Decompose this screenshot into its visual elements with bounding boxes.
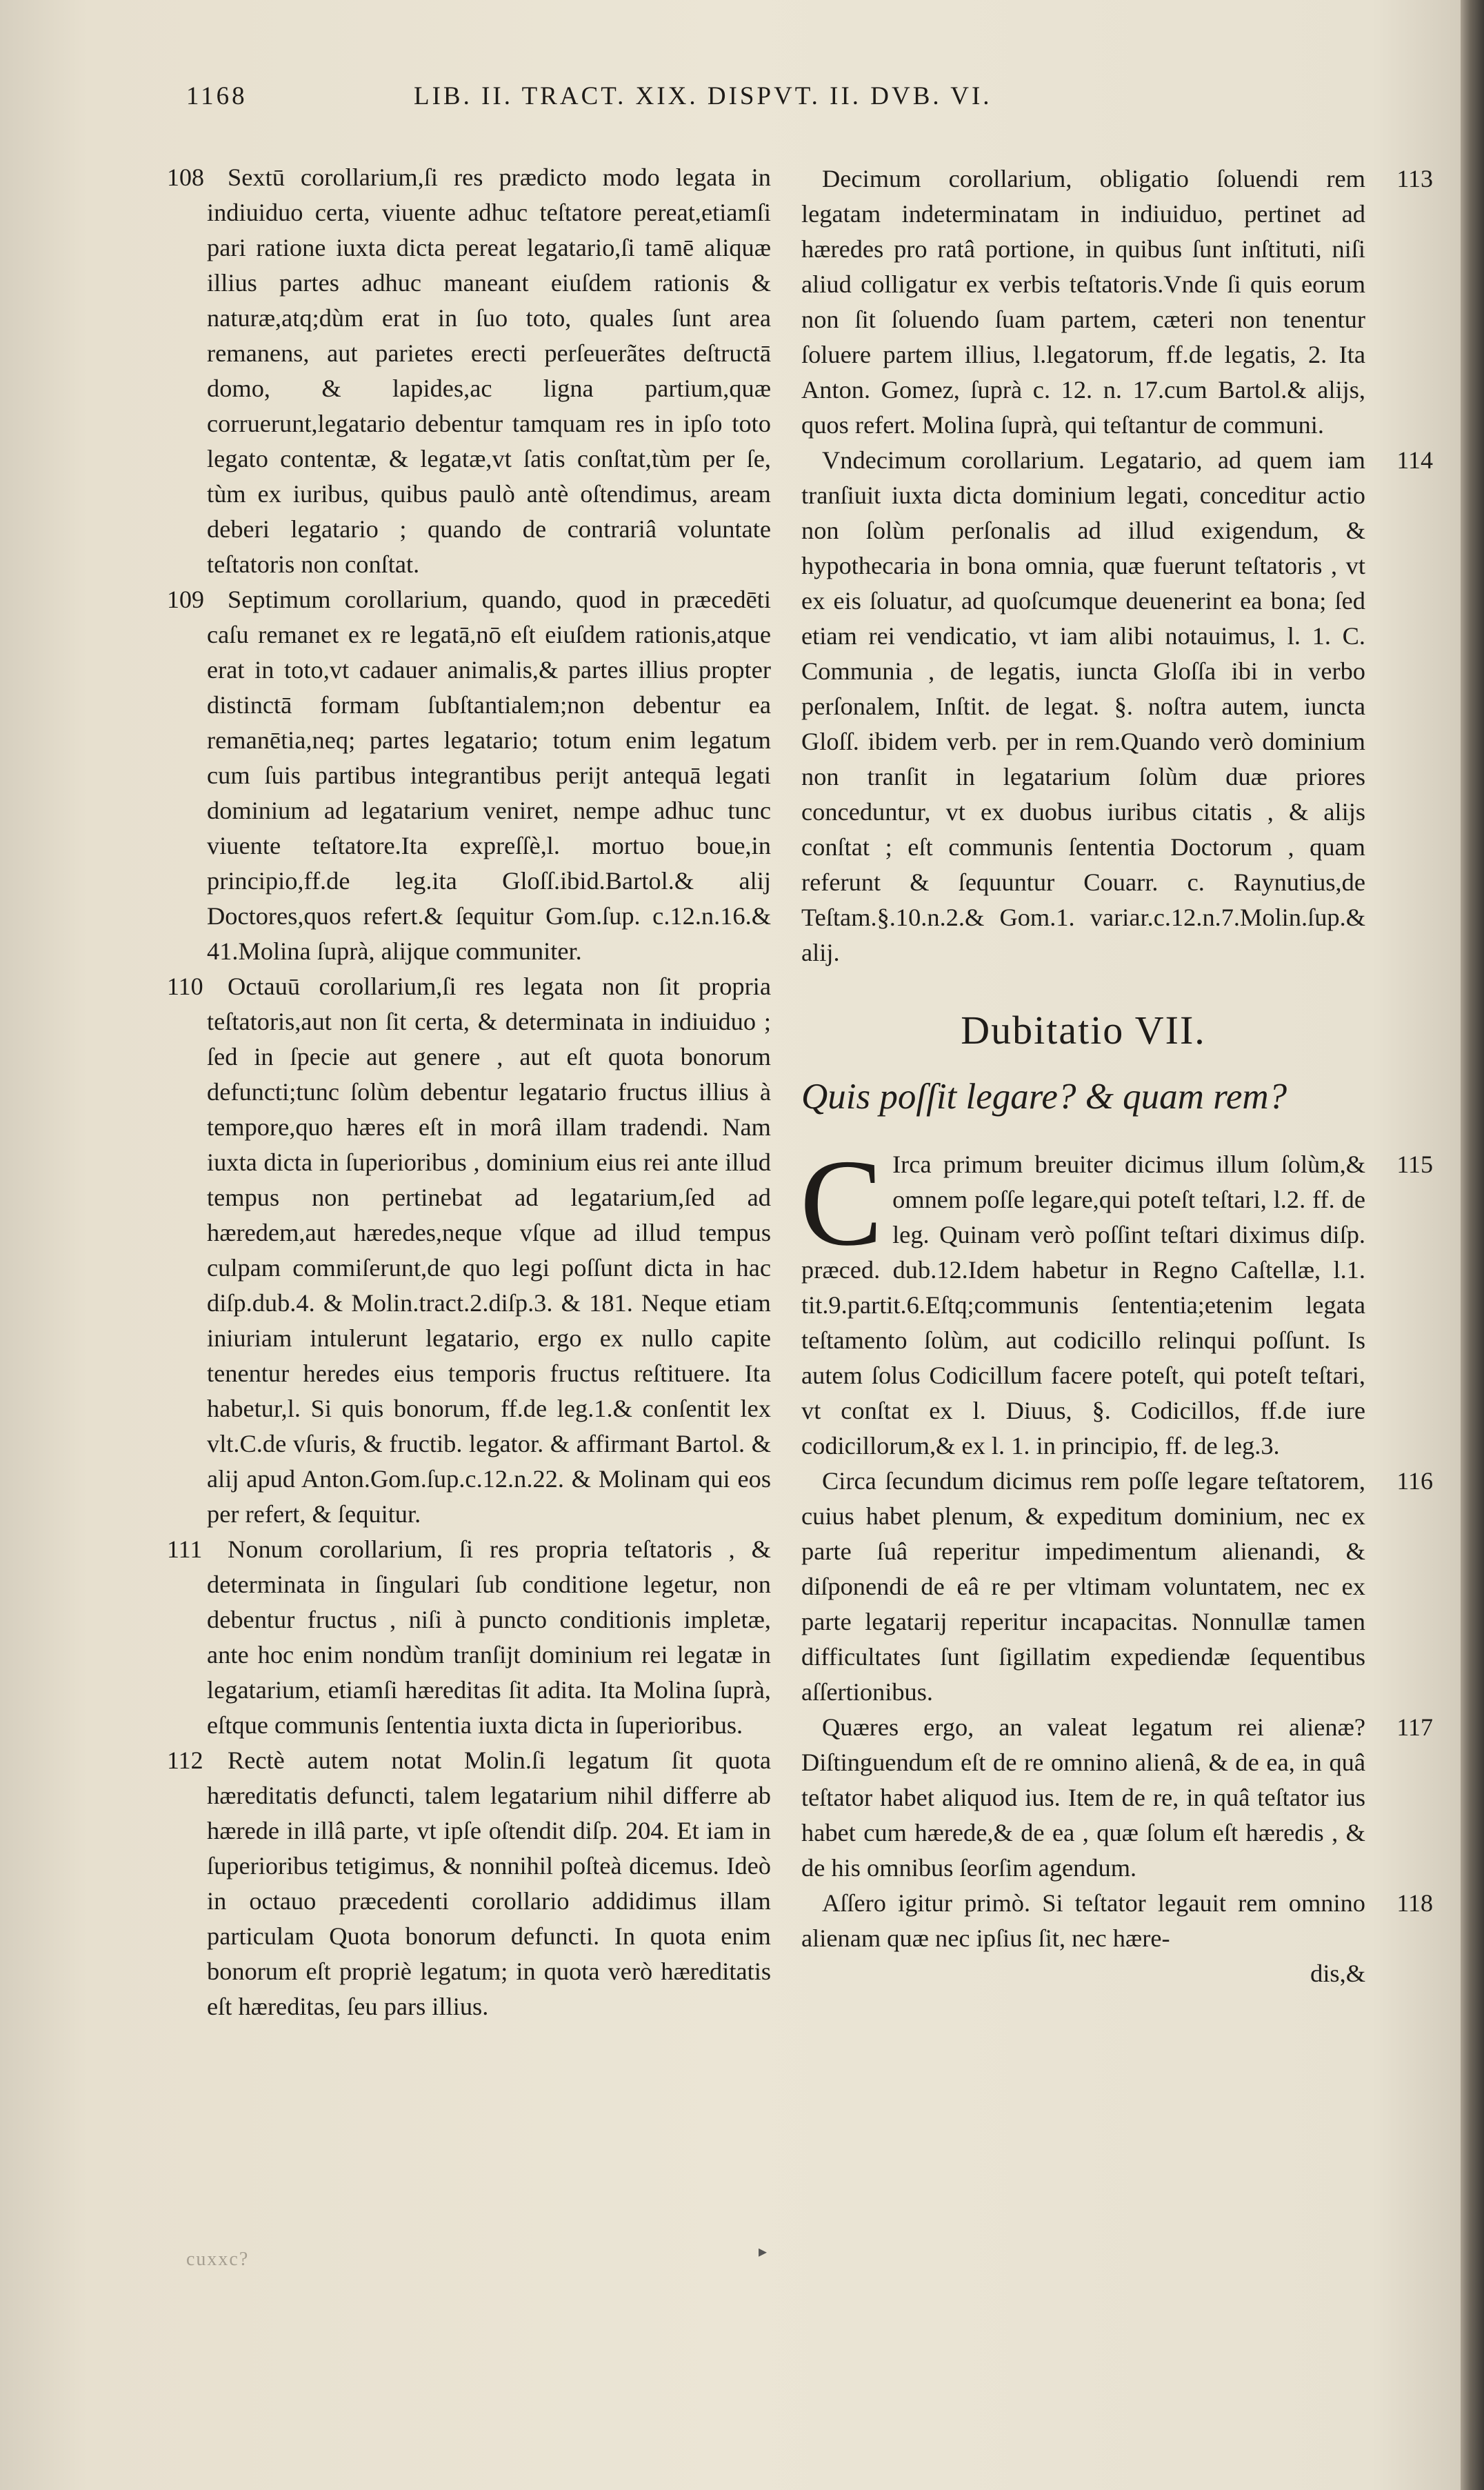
paragraph-111 — [167, 1532, 771, 1743]
paragraph-110 — [167, 969, 771, 1532]
paragraph-text: Octauū corollarium,ſi res legata non ſit propria teſtatoris,aut non ſit certa, & determinata in indiuiduo ; ſed in ſpecie aut genere , aut eſt quota bonorum defuncti;tunc ſolùm debentur legatario fructus illius à tempore,quo hæres eſt in morâ illam tradendi. Nam iuxta dicta in ſuperioribus , dominium eius rei ante illud tempus non pertinebat ad legatarium,ſed ad hæredem,aut hæredes,neque vſque ad illud tempus culpam commiſerunt,de quo legi poſſunt dicta in hac diſp.dub.4. & Molin.tract.2.diſp.3. & 181. Neque etiam iniuriam intulerunt legatario, ergo ex nullo capite tenentur heredes eius temporis fructus reſtituere. Ita habetur,l. Si quis bonorum, ff.de leg.1.& conſentit lex vlt.C.de vſuris, & fructib. legator. & affirmant Bartol. & alij apud Anton.Gom.ſup.c.12.n.22. & Molinam qui eos per refert, & ſequitur. — [207, 973, 771, 1528]
dubitatio-question: Quis poſſit legare? & quam rem? — [801, 1077, 1287, 1117]
faint-stamp: cuxxc? — [186, 2249, 250, 2270]
paragraph-text: Decimum corollarium, obligatio ſoluendi rem legatam indeterminatam in indiuiduo, pertinet ad hæredes pro ratâ portione, in quibus ſunt inſtituti, niſi aliud colligatur ex verbis teſtatoris.Vnde ſi quis eorum non ſit ſoluendo ſuam partem, cæteri non tenentur ſoluere partem illius, l.legatorum, ff.de legatis, 2. Ita Anton. Gomez, ſuprà c. 12. n. 17.cum Bartol.& alijs, quos refert. Molina ſuprà, qui teſtantur de communi. — [801, 165, 1365, 439]
drop-capital: C — [800, 1134, 883, 1271]
paragraph-text: Rectè autem notat Molin.ſi legatum ſit quota hæreditatis defuncti, talem legatarium nihil differre ab hærede in illâ parte, vt ipſe oſtendit diſp. 204. Et iam in ſuperioribus tetigimus, & nonnihil poſteà dicemus. Ideò in octauo præcedenti corollario addidimus illam particulam Quota bonorum defuncti. In quota enim bonorum eſt propriè legatum; in quota verò hæreditatis eſt hæreditas, ſeu pars illius. — [207, 1746, 771, 2020]
paragraph-118 — [801, 1886, 1433, 1956]
ink-blot-icon: ▸ — [759, 2243, 768, 2261]
dubitatio-heading: Dubitatio VII. — [961, 1008, 1206, 1053]
running-header — [186, 81, 1358, 124]
marginal-number: 113 — [1396, 165, 1433, 192]
right-column — [800, 161, 1433, 1991]
paragraph-116 — [801, 1464, 1433, 1710]
marginal-number: 110 — [167, 973, 203, 1000]
paragraph-108 — [167, 160, 771, 582]
paragraph-text: Circa ſecundum dicimus rem poſſe legare teſtatorem, cuius habet plenum, & expeditum dominium, nec ex parte ſuâ reperitur impedimentum alienandi, & diſponendi de eâ re per vltimam voluntatem, nec ex parte legatarij reperitur incapacitas. Nonnullæ tamen difficultates ſunt ſigillatim expediendæ ſequentibus aſſertionibus. — [801, 1467, 1365, 1706]
paragraph-114 — [801, 443, 1433, 970]
marginal-number: 108 — [167, 163, 204, 191]
paragraph-117 — [801, 1710, 1433, 1886]
paragraph-text: Vndecimum corollarium. Legatario, ad quem iam tranſiuit iuxta dicta dominium legati, conceditur actio non ſolùm perſonalis ad illud exigendum, & hypothecaria in bona omnia, quæ fuerunt teſtatoris , vt ex eis ſoluatur, ad quoſcumque deuenerint ea bona; ſed etiam rei vendicatio, vt iam alibi notauimus, l. 1. C. Communia , de legatis, iuncta Gloſſa ibi in verbo perſonalem, Inſtit. de legat. §. noſtra autem, iuncta Gloſſ. ibidem verb. per in rem.Quando verò dominium non tranſit in legatarium ſolùm duæ priores conceduntur, vt ex duobus iuribus citatis , & alijs conſtat ; eſt communis ſententia Doctorum , quam referunt & ſequuntur Couarr. c. Raynutius,de Teſtam.§.10.n.2.& Gom.1. variar.c.12.n.7.Molin.ſup.& alij. — [801, 446, 1365, 966]
marginal-number: 118 — [1396, 1889, 1433, 1917]
paragraph-109 — [167, 582, 771, 969]
paragraph-text: Septimum corollarium, quando, quod in præcedēti caſu remanet ex re legatā,nō eſt eiuſdem rationis,atque erat in toto,vt cadauer animalis,& partes illius propter distinctā formam ſubſtantialem;non debentur ea remanētia,neq; partes legatario; totum enim legatum cum ſuis partibus integrantibus perijt antequā legati dominium ad legatarium veniret, nempe adhuc tunc viuente teſtatore.Ita expreſſè,l. mortuo boue,in principio,ff.de leg.ita Gloſſ.ibid.Bartol.& alij Doctores,quos refert.& ſequitur Gom.ſup. c.12.n.16.& 41.Molina ſuprà, alijque communiter. — [207, 586, 771, 965]
paragraph-112 — [167, 1743, 771, 2024]
marginal-number: 109 — [167, 586, 204, 613]
marginal-number: 115 — [1396, 1151, 1433, 1178]
page-number: 1168 — [186, 82, 248, 110]
marginal-number: 116 — [1396, 1467, 1433, 1495]
page-edge-shadow — [1461, 0, 1484, 2490]
running-title: LIB. II. TRACT. XIX. DISPVT. II. DVB. VI. — [414, 82, 992, 110]
paragraph-text: Irca primum breuiter dicimus illum ſolùm,& omnem poſſe legare,qui poteſt teſtari, l.2. ff. de leg. Quinam verò poſſint teſtari diximus diſp. præced. dub.12.Idem habetur in Regno Caſtellæ, l.1. tit.9.partit.6.Eſtq;communis ſententia;etenim legata teſtamento ſolùm, aut codicillo relinqui poſſunt. Is autem ſolus Codicillum facere poteſt, qui poteſt teſtari, vt conſtat ex l. Diuus, §. Codicillos, ff.de iure codicillorum,& ex l. 1. in principio, ff. de leg.3. — [801, 1151, 1365, 1460]
paragraph-text: Nonum corollarium, ſi res propria teſtatoris , & determinata in ſingulari ſub conditione legetur, non debentur fructus , niſi à puncto conditionis impletæ, ante hoc enim nondùm tranſijt dominium rei legatæ in legatarium, etiamſi hæreditas ſit adita. Ita Molina ſuprà, eſtque communis ſententia iuxta dicta in ſuperioribus. — [207, 1535, 771, 1739]
marginal-number: 114 — [1396, 446, 1433, 474]
marginal-number: 117 — [1396, 1713, 1433, 1741]
marginal-number: 111 — [167, 1535, 203, 1563]
paragraph-text: Quæres ergo, an valeat legatum rei alienæ? Diſtinguendum eſt de re omnino alienâ, & de ea, in quâ teſtator habet aliquod ius. Item de re, in quâ teſtator ius habet cum hærede,& de ea , quæ ſolum eſt hæredis , & de his omnibus ſeorſim agendum. — [801, 1713, 1365, 1882]
left-column — [167, 160, 771, 2024]
paragraph-115 — [800, 1134, 1433, 1464]
marginal-number: 112 — [167, 1746, 203, 1774]
paragraph-text: Sextū corollarium,ſi res prædicto modo legata in indiuiduo certa, viuente adhuc teſtatore pereat,etiamſi pari ratione iuxta dicta pereat legatario,ſi tamē aliquæ illius partes adhuc maneant eiuſdem rationis & naturæ,atq;dùm erat in ſuo toto, quales ſunt area remanens, aut parietes erecti perſeuerãtes deſtructā domo, & lapides,ac ligna partium,quæ corruerunt,legatario debentur tamquam res in ipſo toto legato contentæ, & legatæ,vt ſatis conſtat,tùm per ſe, tùm ex iuribus, quibus paulò antè oſtendimus, aream deberi legatario ; quando de contrariâ voluntate teſtatoris non conſtat. — [207, 163, 771, 578]
catchword: dis,& — [1310, 1960, 1365, 1987]
paragraph-text: Aſſero igitur primò. Si teſtator legauit rem omnino alienam quæ nec ipſius ſit, nec hære- — [801, 1889, 1365, 1952]
paragraph-113 — [801, 161, 1433, 443]
